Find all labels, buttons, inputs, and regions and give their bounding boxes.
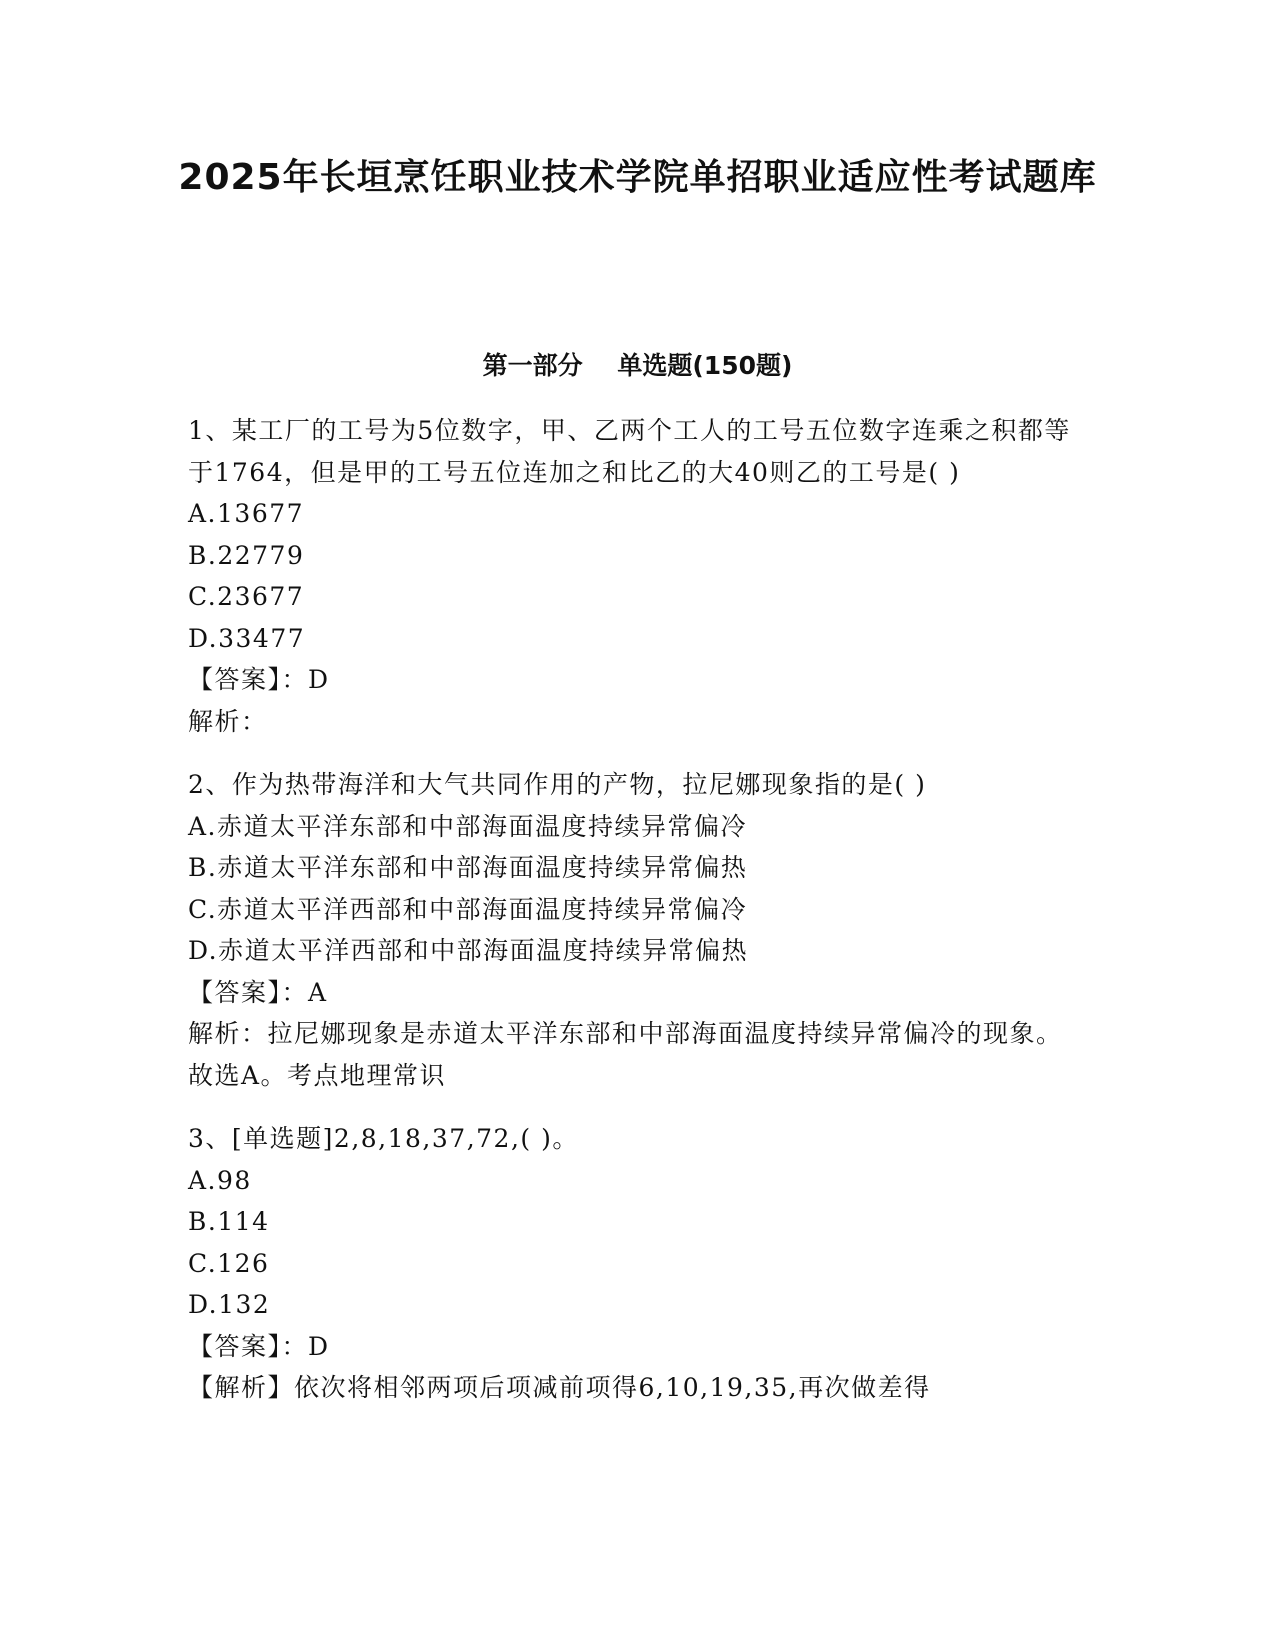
option-b: B.赤道太平洋东部和中部海面温度持续异常偏热 [188, 853, 748, 882]
option-a: A.赤道太平洋东部和中部海面温度持续异常偏冷 [188, 811, 748, 841]
option-a: A.98 [188, 1165, 252, 1195]
option-d: D.132 [188, 1290, 271, 1319]
analysis-line: 解析：拉尼娜现象是赤道太平洋东部和中部海面温度持续异常偏冷的现象。故选A。考点地理常识 [188, 1019, 1063, 1090]
option-c: C.126 [188, 1248, 270, 1278]
option-b: B.22779 [188, 540, 305, 570]
analysis-line: 解析： [188, 706, 268, 736]
analysis-line: 【解析】依次将相邻两项后项减前项得6,10,19,35,再次做差得 [188, 1373, 931, 1402]
question-stem-1: 1、某工厂的工号为5位数字，甲、乙两个工人的工号五位数字连乘之积都等于1764，但是甲的工号五位连加之和比乙的大40则乙的工号是( ) [188, 416, 1071, 487]
answer-line: 【答案】：D [188, 665, 330, 694]
option-b: B.114 [188, 1207, 270, 1236]
option-d: D.赤道太平洋西部和中部海面温度持续异常偏热 [188, 936, 749, 965]
option-c: C.23677 [188, 582, 305, 611]
option-d: D.33477 [188, 623, 306, 653]
question-list [188, 410, 1088, 1409]
answer-line: 【答案】：A [188, 977, 328, 1007]
question-stem-2: 2、作为热带海洋和大气共同作用的产物，拉尼娜现象指的是( ) [188, 770, 927, 799]
option-a: A.13677 [188, 499, 305, 528]
answer-line: 【答案】：D [188, 1331, 330, 1361]
question-stem-3: 3、[单选题]2,8,18,37,72,( )。 [188, 1124, 579, 1153]
section-title: 第一部分 单选题(150题) [482, 351, 793, 380]
document-title: 2025年长垣烹饪职业技术学院单招职业适应性考试题库 [178, 157, 1097, 198]
option-c: C.赤道太平洋西部和中部海面温度持续异常偏冷 [188, 894, 748, 924]
